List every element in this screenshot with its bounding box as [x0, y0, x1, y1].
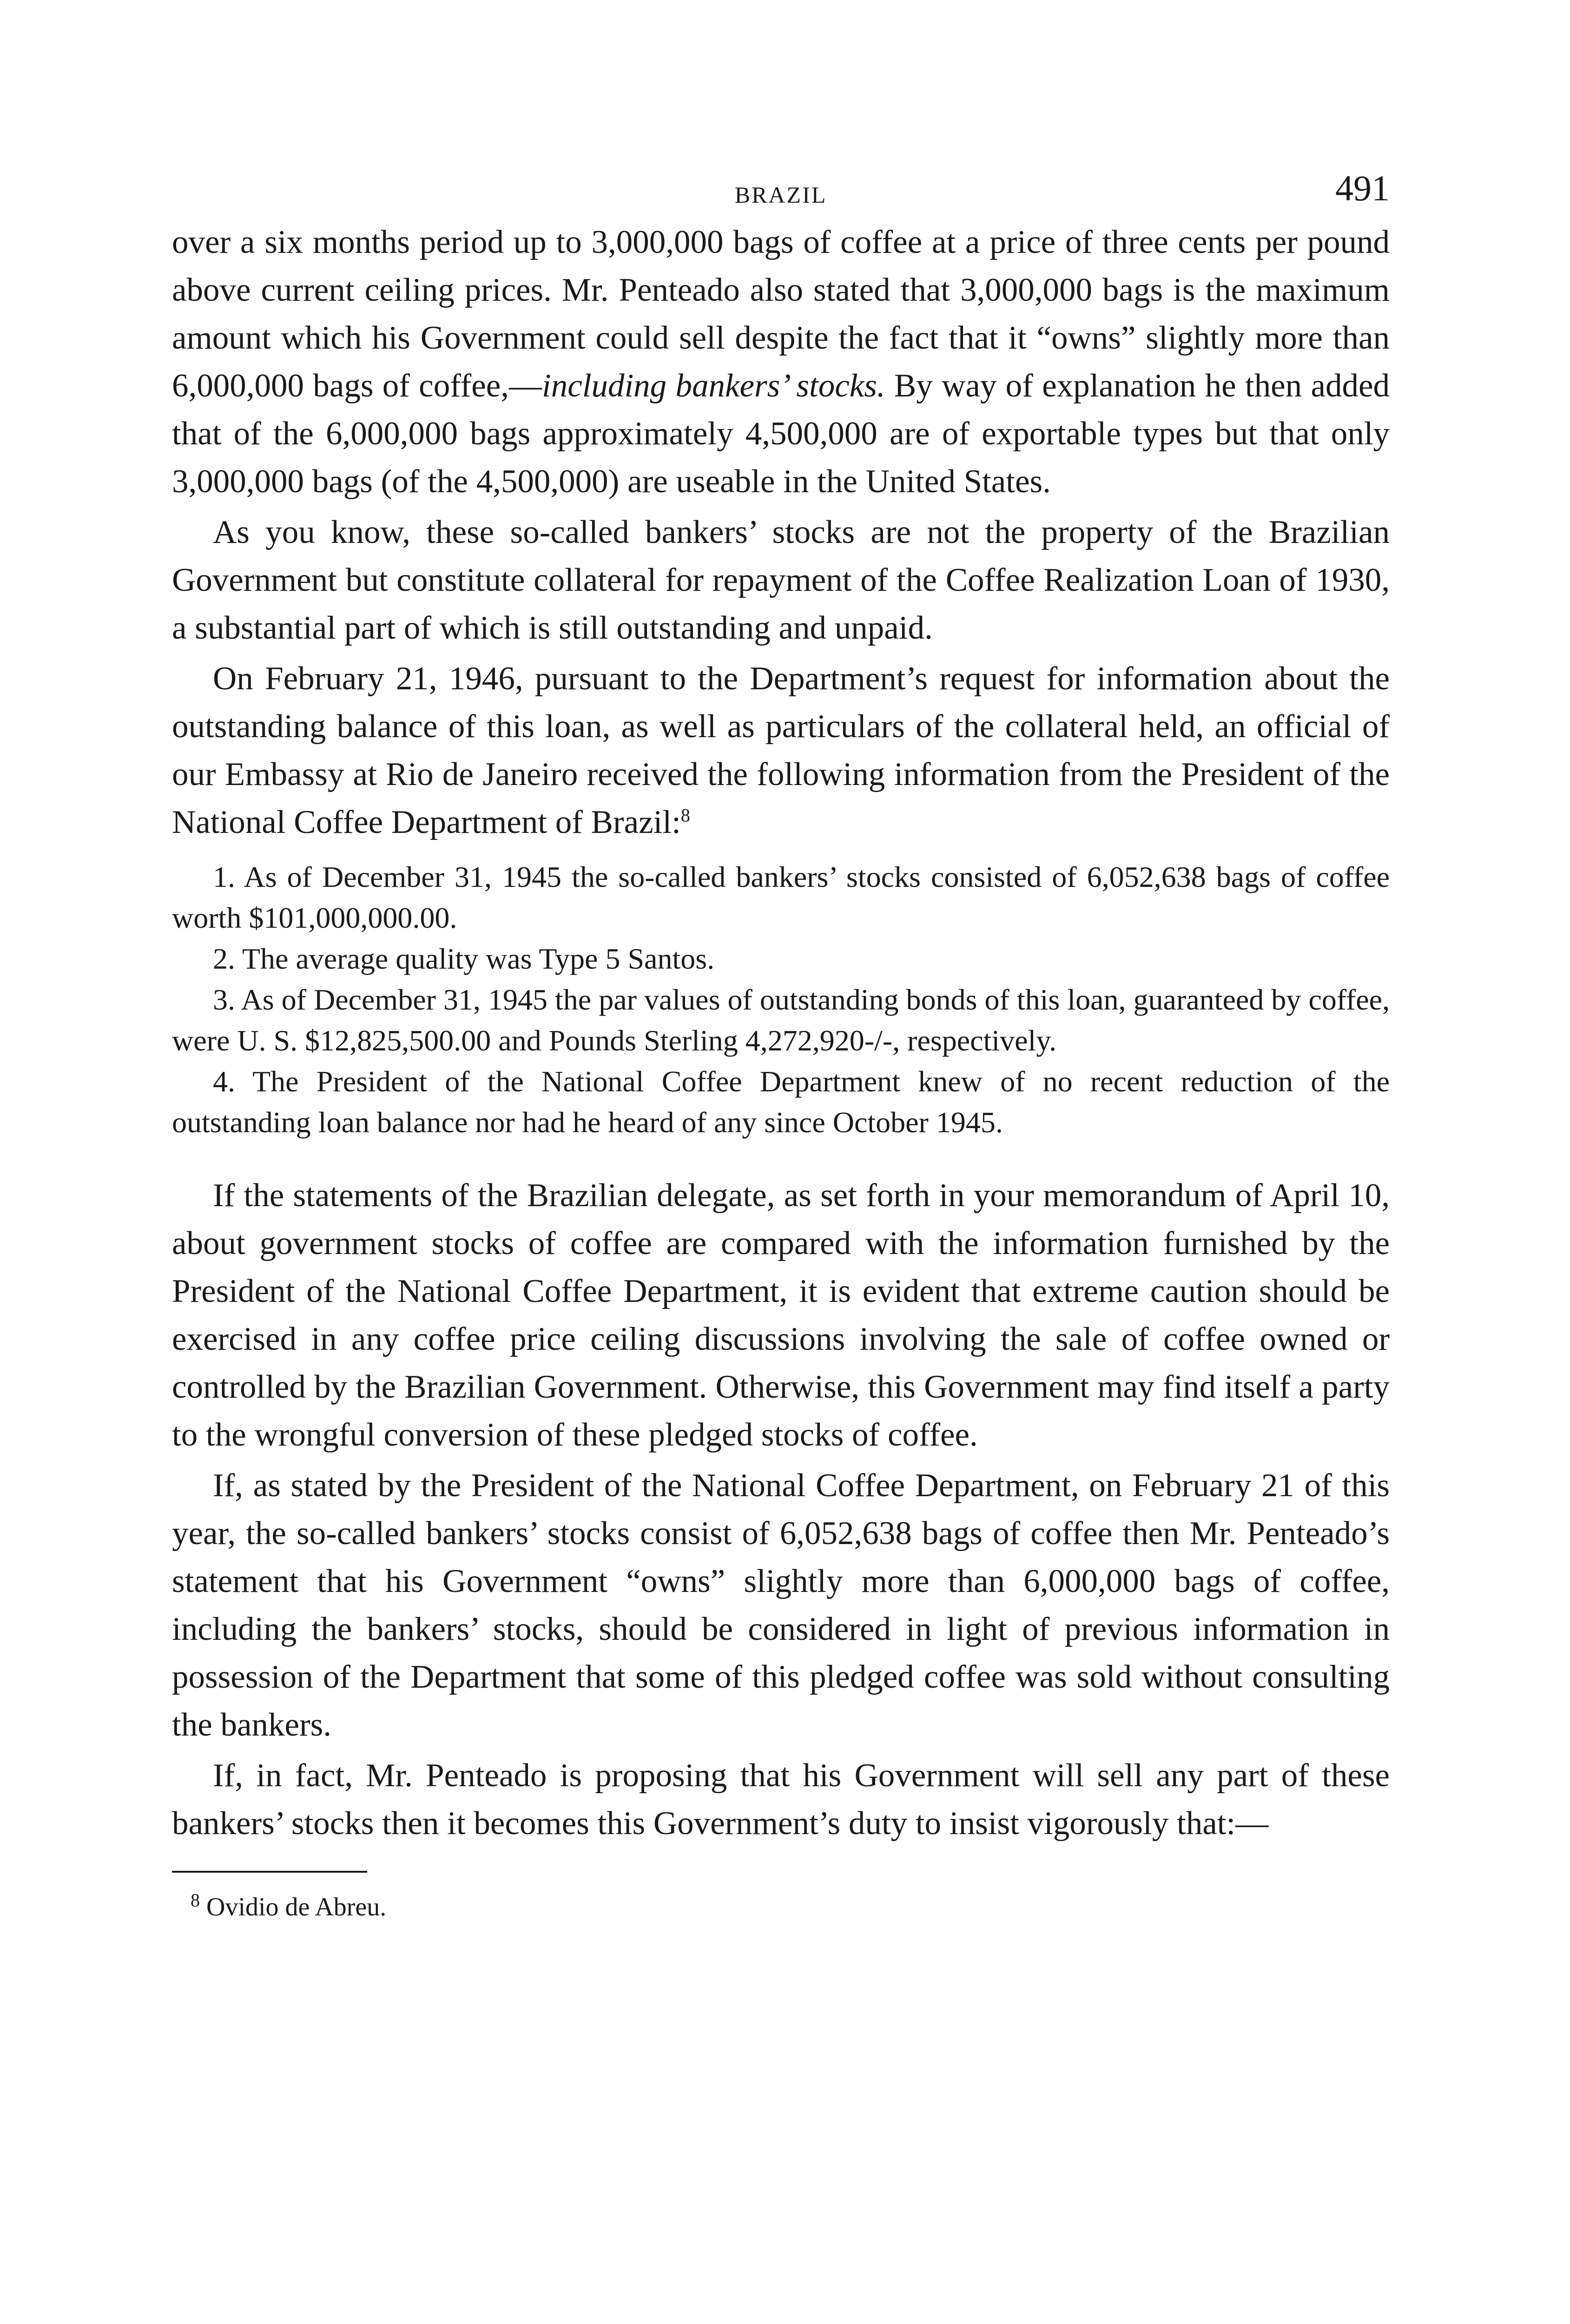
paragraph-3-text: On February 21, 1946, pursuant to the Department’s request for information about the outstanding balance of this loan, as well as particulars of the collateral held, an official of our Embassy at Rio de Janeiro received the following information from the President of the National Coffee Department of Brazil:	[172, 660, 1390, 840]
paragraph-1-text-end: By way of explanation he then added that of the 6,000,000 bags approximately 4,500,000 are of exportable types but that only 3,000,000 bags (of the 4,500,000) are useable in the United States.	[172, 368, 1390, 500]
paragraph-3	[172, 655, 1390, 846]
paragraph-5: If, as stated by the President of the National Coffee Department, on February 21 of this year, the so-called bankers’ stocks consist of 6,052,638 bags of coffee then Mr. Penteado’s statement that his Government “owns” slightly more than 6,000,000 bags of coffee, including the bankers’ stocks, should be considered in light of previous information in possession of the Department that some of this pledged coffee was sold without consulting the bankers.	[172, 1467, 1390, 1743]
paragraph-1-text: over a six months period up to 3,000,000 bags of coffee at a price of three cents per pound above current ceiling prices. Mr. Penteado also stated that 3,000,000 bags is the maximum amount which his Government could sell despite the fact that it “owns” slightly more than 6,000,000 bags of coffee,—	[172, 224, 1390, 404]
footnote-text: Ovidio de Abreu.	[206, 1893, 387, 1921]
list-item: 1. As of December 31, 1945 the so-called bankers’ stocks consisted of 6,052,638 bags of coffee worth $101,000,000.00.	[172, 860, 1390, 934]
footnote	[191, 1888, 1390, 1926]
footnote-divider	[172, 1871, 367, 1873]
document-page	[172, 167, 1390, 1926]
list-item: 2. The average quality was Type 5 Santos.	[213, 942, 715, 975]
paragraph-1-italic: including bankers’ stocks.	[541, 368, 885, 404]
numbered-list	[172, 857, 1390, 1143]
paragraph-4: If the statements of the Brazilian delegate, as set forth in your memorandum of April 10, about government stocks of coffee are compared with the information furnished by the President of the National Coffee Department, it is evident that extreme caution should be exercised in any coffee price ceiling discussions involving the sale of coffee owned or controlled by the Brazilian Government. Otherwise, this Government may find itself a party to the wrongful conversion of these pledged stocks of coffee.	[172, 1177, 1390, 1453]
footnote-mark: 8	[191, 1889, 200, 1911]
page-number: 491	[1335, 168, 1390, 208]
paragraph-2: As you know, these so-called bankers’ stocks are not the property of the Brazilian Government but constitute collateral for repayment of the Coffee Realization Loan of 1930, a substantial part of which is still outstanding and unpaid.	[172, 514, 1390, 646]
paragraph-6: If, in fact, Mr. Penteado is proposing that his Government will sell any part of these bankers’ stocks then it becomes this Government’s duty to insist vigorously that:—	[172, 1757, 1390, 1842]
running-header	[172, 167, 1390, 218]
paragraph-1	[172, 218, 1390, 506]
list-item: 3. As of December 31, 1945 the par values of outstanding bonds of this loan, guaranteed by coffee, were U. S. $12,825,500.00 and Pounds Sterling 4,272,920-/-, respectively.	[172, 983, 1390, 1057]
running-title: BRAZIL	[734, 182, 827, 208]
list-item: 4. The President of the National Coffee Department knew of no recent reduction of the outstanding loan balance nor had he heard of any since October 1945.	[172, 1065, 1390, 1139]
footnote-reference: 8	[680, 805, 690, 826]
